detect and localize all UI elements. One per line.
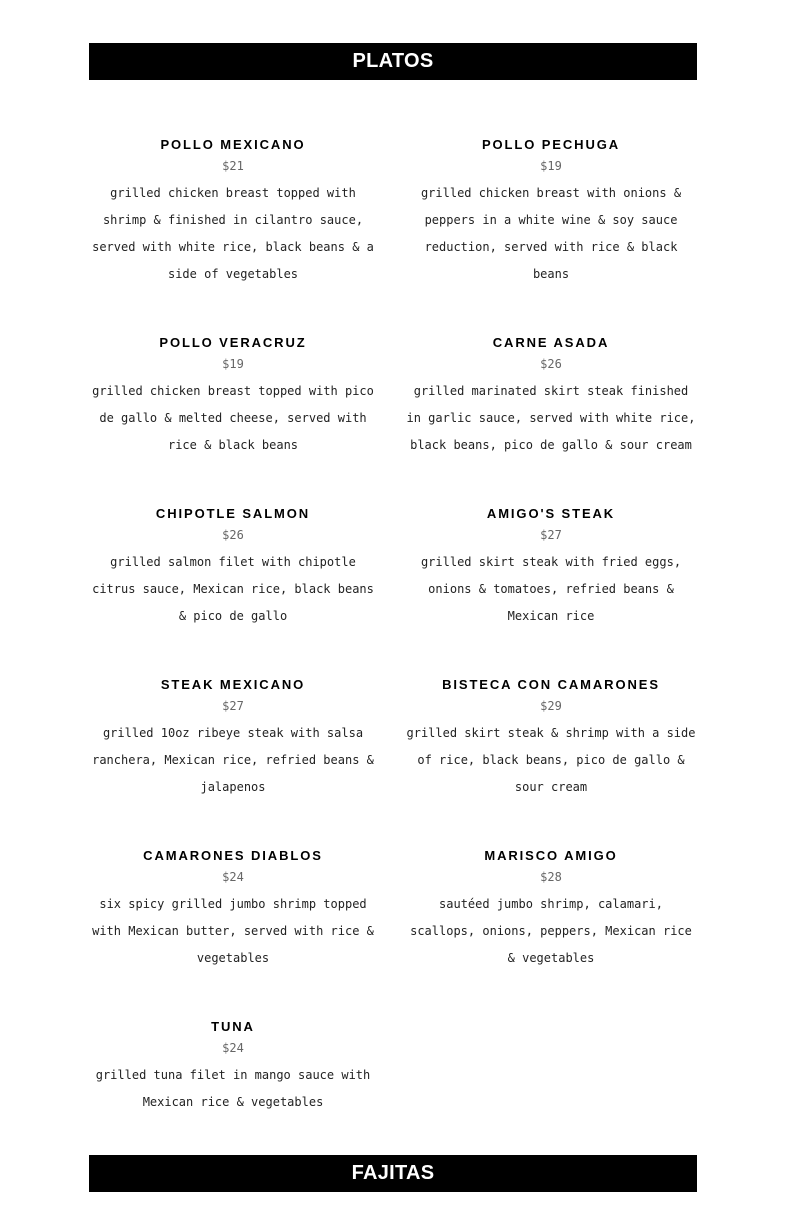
section-title: FAJITAS — [351, 1162, 435, 1184]
section-header-fajitas — [89, 1155, 697, 1192]
menu-item — [405, 137, 697, 288]
menu-item-description: grilled salmon filet with chipotle citrus sauce, Mexican rice, black beans & pico de gallo — [92, 555, 374, 623]
menu-item-name: STEAK MEXICANO — [160, 677, 306, 692]
menu-item-description: grilled skirt steak with fried eggs, onions & tomatoes, refried beans & Mexican rice — [420, 555, 682, 623]
menu-item-description: grilled tuna filet in mango sauce with Mexican rice & vegetables — [95, 1068, 371, 1109]
menu-item-description: grilled chicken breast with onions & peppers in a white wine & soy sauce reduction, served with rice & black beans — [420, 186, 682, 281]
menu-item-description: grilled marinated skirt steak finished in garlic sauce, served with white rice, black beans, pico de gallo & sour cream — [406, 384, 696, 452]
menu-item-price: $26 — [222, 528, 244, 542]
menu-item-price: $24 — [222, 1041, 244, 1055]
menu-item-price: $29 — [540, 699, 562, 713]
menu-item-name: POLLO VERACRUZ — [159, 335, 307, 350]
menu-item-name: AMIGO'S STEAK — [486, 506, 616, 521]
section-title: PLATOS — [352, 50, 434, 72]
menu-item-name: CARNE ASADA — [492, 335, 610, 350]
menu-item-name: BISTECA CON CAMARONES — [442, 677, 660, 692]
menu-item — [405, 335, 697, 459]
menu-item-description: grilled 10oz ribeye steak with salsa ranchera, Mexican rice, refried beans & jalapenos — [92, 726, 374, 794]
menu-item — [87, 506, 379, 630]
menu-item — [87, 677, 379, 801]
menu-item-name: TUNA — [211, 1019, 255, 1034]
menu-item-name: MARISCO AMIGO — [484, 848, 618, 863]
menu-item — [87, 335, 379, 459]
menu-item-name: POLLO MEXICANO — [160, 137, 306, 152]
menu-item — [87, 1019, 379, 1116]
menu-item — [405, 848, 697, 972]
menu-item-price: $24 — [222, 870, 244, 884]
menu-item-price: $19 — [540, 159, 562, 173]
menu-item-description: six spicy grilled jumbo shrimp topped with Mexican butter, served with rice & vegetables — [92, 897, 374, 965]
menu-item-name: POLLO PECHUGA — [481, 137, 621, 152]
menu-item-description: grilled chicken breast topped with shrimp & finished in cilantro sauce, served with white rice, black beans & a side of vegetables — [92, 186, 374, 281]
menu-item — [87, 848, 379, 972]
menu-item-description: sautéed jumbo shrimp, calamari, scallops, onions, peppers, Mexican rice & vegetables — [410, 897, 692, 965]
section-header-platos — [89, 43, 697, 80]
menu-item — [405, 677, 697, 801]
menu-item-price: $21 — [222, 159, 244, 173]
menu-item-name: CAMARONES DIABLOS — [143, 848, 323, 863]
menu-item-price: $27 — [222, 699, 244, 713]
menu-item-price: $19 — [222, 357, 244, 371]
menu-item — [405, 506, 697, 630]
menu-item-price: $26 — [540, 357, 562, 371]
menu-item-name: CHIPOTLE SALMON — [155, 506, 311, 521]
menu-item-description: grilled chicken breast topped with pico de gallo & melted cheese, served with rice & black beans — [92, 384, 374, 452]
menu-item-price: $27 — [540, 528, 562, 542]
menu-item-description: grilled skirt steak & shrimp with a side of rice, black beans, pico de gallo & sour cream — [406, 726, 696, 794]
menu-item-price: $28 — [540, 870, 562, 884]
menu-item — [87, 137, 379, 288]
